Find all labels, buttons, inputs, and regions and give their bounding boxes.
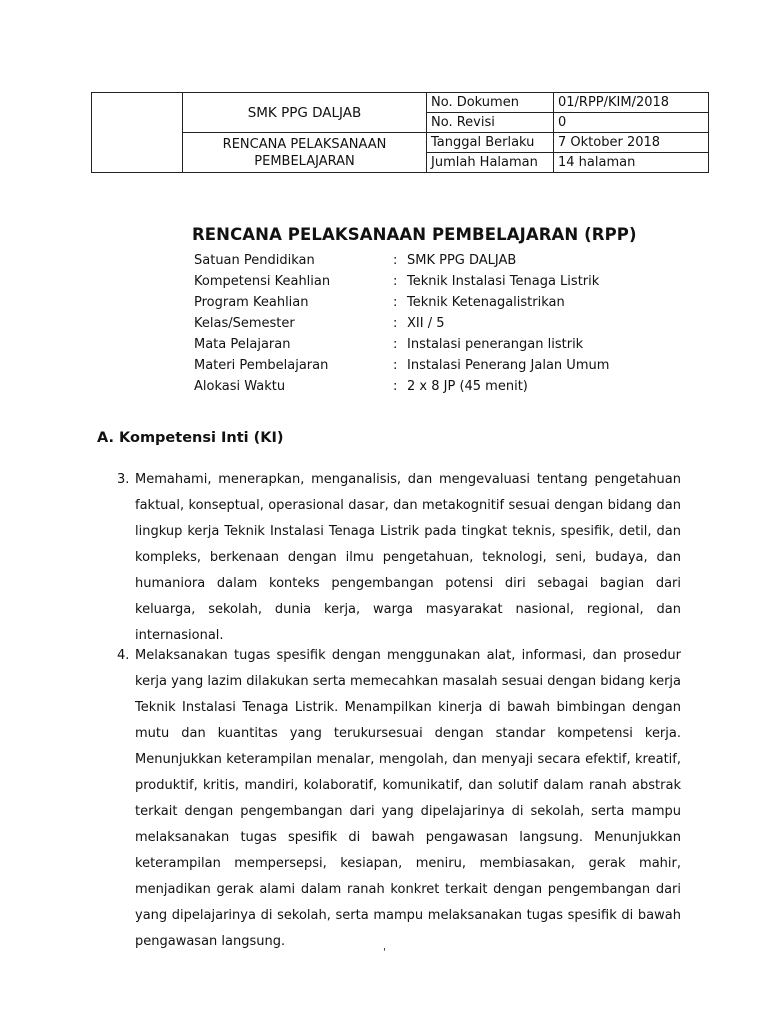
info-separator: : xyxy=(393,379,398,394)
info-separator: : xyxy=(393,274,398,289)
list-item-text: Memahami, menerapkan, menganalisis, dan mengevaluasi tentang pengetahuan faktual, konseptual, operasional dasar, dan metakognitif sesuai dengan bidang dan lingkup kerja Teknik Instalasi Tenaga Listrik pada tingkat teknis, spesifik, detil, dan kompleks, berkenaan dengan ilmu pengetahuan, teknologi, seni, budaya, dan humaniora dalam konteks pengembangan potensi diri sebagai bagian dari keluarga, sekolah, dunia kerja, warga masyarakat nasional, regional, dan internasional. xyxy=(135,472,681,643)
info-value: SMK PPG DALJAB xyxy=(407,253,517,268)
header-row xyxy=(92,133,709,153)
info-separator: : xyxy=(393,295,398,310)
list-item xyxy=(117,643,681,955)
header-value: 7 Oktober 2018 xyxy=(554,133,709,153)
header-value: 01/RPP/KIM/2018 xyxy=(554,93,709,113)
document-type-line1: RENCANA PELAKSANAAN xyxy=(222,136,387,152)
section-title: Kompetensi Inti (KI) xyxy=(119,430,284,446)
header-row xyxy=(92,93,709,113)
logo-cell xyxy=(92,93,183,173)
header-label: Jumlah Halaman xyxy=(427,153,554,173)
info-separator: : xyxy=(393,316,398,331)
page-title: RENCANA PELAKSANAAN PEMBELAJARAN (RPP) xyxy=(192,225,637,244)
document-type-line2: PEMBELAJARAN xyxy=(254,153,355,169)
info-separator: : xyxy=(393,253,398,268)
info-separator: : xyxy=(393,358,398,373)
info-value: Instalasi penerangan listrik xyxy=(407,337,584,352)
list-item xyxy=(117,467,681,649)
header-value: 0 xyxy=(554,113,709,133)
info-label: Program Keahlian xyxy=(194,295,309,310)
info-value: Instalasi Penerang Jalan Umum xyxy=(407,358,610,373)
school-name: SMK PPG DALJAB xyxy=(183,93,427,133)
header-label: Tanggal Berlaku xyxy=(427,133,554,153)
info-label: Satuan Pendidikan xyxy=(194,253,315,268)
list-item-number: 4. xyxy=(117,648,130,663)
list-item-text: Melaksanakan tugas spesifik dengan menggunakan alat, informasi, dan prosedur kerja yang lazim dilakukan serta memecahkan masalah sesuai dengan bidang kerja Teknik Instalasi Tenaga Listrik. Menampilkan kinerja di bawah bimbingan dengan mutu dan kuantitas yang terukursesuai dengan standar kompetensi kerja. Menunjukkan keterampilan menalar, mengolah, dan menyaji secara efektif, kreatif, produktif, kritis, mandiri, kolaboratif, komunikatif, dan solutif dalam ranah abstrak terkait dengan pengembangan dari yang dipelajarinya di sekolah, serta mampu melaksanakan tugas spesifik di bawah pengawasan langsung. Menunjukkan keterampilan mempersepsi, kesiapan, meniru, membiasakan, gerak mahir, menjadikan gerak alami dalam ranah konkret terkait dengan pengembangan dari yang dipelajarinya di sekolah, serta mampu melaksanakan tugas spesifik di bawah pengawasan langsung. xyxy=(135,648,681,949)
header-label: No. Dokumen xyxy=(427,93,554,113)
info-label: Kelas/Semester xyxy=(194,316,295,331)
document-header-table xyxy=(91,92,709,173)
info-value: XII / 5 xyxy=(407,316,445,331)
info-label: Mata Pelajaran xyxy=(194,337,291,352)
header-value: 14 halaman xyxy=(554,153,709,173)
document-type-cell xyxy=(183,133,427,173)
header-label: No. Revisi xyxy=(427,113,554,133)
section-heading xyxy=(97,430,284,446)
info-label: Alokasi Waktu xyxy=(194,379,286,394)
info-value: Teknik Instalasi Tenaga Listrik xyxy=(407,274,600,289)
page-mark: ' xyxy=(383,947,386,958)
section-letter: A. xyxy=(97,430,114,446)
info-label: Kompetensi Keahlian xyxy=(194,274,331,289)
info-value: Teknik Ketenagalistrikan xyxy=(407,295,565,310)
list-item-number: 3. xyxy=(117,472,130,487)
info-label: Materi Pembelajaran xyxy=(194,358,329,373)
info-separator: : xyxy=(393,337,398,352)
info-value: 2 x 8 JP (45 menit) xyxy=(407,379,528,394)
